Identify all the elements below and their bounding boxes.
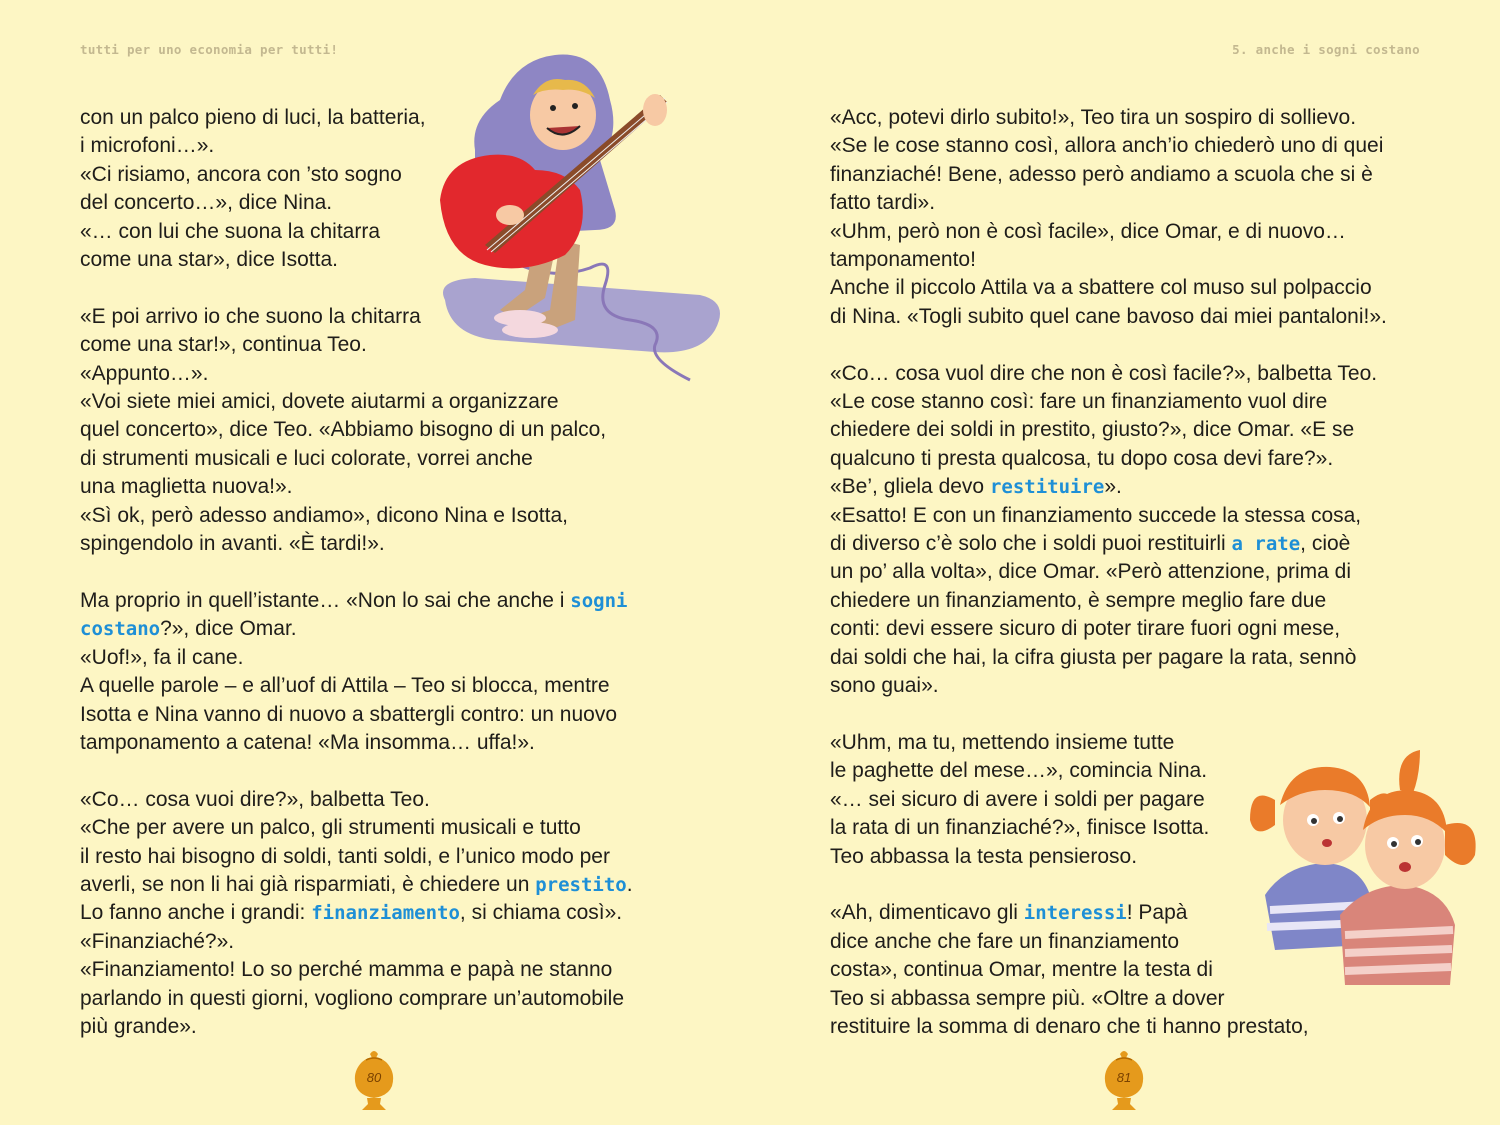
text-line [80, 871, 720, 899]
text-line [830, 189, 1470, 217]
text-line [830, 104, 1470, 132]
text-line [830, 587, 1470, 615]
text-segment: conti: devi essere sicuro di poter tirare fuori ogni mese, [830, 617, 1341, 641]
text-line [80, 587, 720, 615]
text-segment: «Be’, gliela devo [830, 475, 990, 499]
page-number-left: 80 [366, 1070, 382, 1085]
text-line [830, 473, 1470, 501]
text-line [80, 303, 720, 331]
text-segment: «Uhm, però non è così facile», dice Omar, e di nuovo… [830, 219, 1346, 243]
text-line [830, 814, 1470, 842]
text-segment: ». [1104, 475, 1122, 499]
text-segment: parlando in questi giorni, vogliono comprare un’automobile [80, 986, 625, 1010]
text-segment: sono guai». [830, 674, 939, 698]
text-line [830, 274, 1470, 302]
text-segment: con un palco pieno di luci, la batteria, [80, 106, 426, 129]
text-segment: il resto hai bisogno di soldi, tanti soldi, e l’unico modo per [80, 844, 610, 868]
text-line [80, 104, 720, 132]
text-segment: Isotta e Nina vanno di nuovo a sbattergli contro: un nuovo [80, 702, 618, 726]
text-segment: quel concerto», dice Teo. «Abbiamo bisogno di un palco, [80, 418, 607, 442]
text-line [80, 644, 720, 672]
text-segment: più grande». [80, 1014, 197, 1038]
paragraph-gap [80, 274, 720, 302]
text-line [830, 445, 1470, 473]
text-segment: «Finanziamento! Lo so perché mamma e papà ne stanno [80, 958, 613, 982]
keyword-term: costano [80, 618, 161, 641]
text-segment: «Co… cosa vuoi dire?», balbetta Teo. [80, 787, 430, 811]
text-segment: dice anche che fare un finanziamento [830, 929, 1180, 953]
keyword-term: sogni [570, 589, 628, 612]
paragraph-gap [80, 558, 720, 586]
text-segment: la rata di un finanziaché?», finisce Isotta. [830, 816, 1210, 840]
text-line [830, 530, 1470, 558]
text-line [80, 615, 720, 643]
text-segment: Teo abbassa la testa pensieroso. [830, 844, 1138, 868]
text-line [80, 331, 720, 359]
text-line [80, 928, 720, 956]
text-segment: averli, se non li hai già risparmiati, è chiedere un [80, 872, 536, 896]
text-segment: «Appunto…». [80, 361, 209, 385]
text-segment: qualcuno ti presta qualcosa, tu dopo cosa devi fare?». [830, 446, 1334, 470]
text-line [80, 1013, 720, 1041]
text-segment: «Se le cose stanno così, allora anch’io chiederò uno di quei [830, 134, 1384, 158]
text-line [830, 502, 1470, 530]
text-line [80, 985, 720, 1013]
text-line [80, 729, 720, 757]
text-segment: una maglietta nuova!». [80, 475, 293, 499]
text-line [830, 615, 1470, 643]
text-line [80, 445, 720, 473]
text-segment: un po’ alla volta», dice Omar. «Però attenzione, prima di [830, 560, 1352, 584]
text-segment: fatto tardi». [830, 191, 936, 215]
text-segment: «Esatto! E con un finanziamento succede la stessa cosa, [830, 503, 1362, 527]
text-line [80, 161, 720, 189]
text-line [830, 132, 1470, 160]
text-segment: chiedere un finanziamento, è sempre meglio fare due [830, 588, 1327, 612]
keyword-term: finanziamento [311, 902, 460, 925]
paragraph-gap [830, 331, 1470, 359]
text-line [80, 814, 720, 842]
keyword-term: restituire [989, 476, 1105, 499]
text-segment: «Uof!», fa il cane. [80, 645, 244, 669]
text-segment: di Nina. «Togli subito quel cane bavoso dai miei pantaloni!». [830, 304, 1387, 328]
paragraph-gap [830, 701, 1470, 729]
text-line [830, 786, 1470, 814]
text-segment: ?», dice Omar. [160, 617, 297, 641]
text-segment: «Voi siete miei amici, dovete aiutarmi a organizzare [80, 390, 559, 414]
right-body-text [830, 104, 1470, 1041]
text-segment: dai soldi che hai, la cifra giusta per pagare la rata, sennò [830, 645, 1357, 669]
text-line [830, 246, 1470, 274]
keyword-term: interessi [1023, 902, 1127, 925]
page-number-right: 81 [1116, 1070, 1132, 1085]
text-line [830, 644, 1470, 672]
keyword-term: a rate [1231, 533, 1301, 556]
text-segment: «Co… cosa vuol dire che non è così facile?», balbetta Teo. [830, 361, 1378, 385]
text-segment: ! Papà [1126, 901, 1188, 925]
text-segment: Teo si abbassa sempre più. «Oltre a dover [830, 986, 1225, 1010]
text-segment: . [626, 872, 633, 896]
text-line [830, 729, 1470, 757]
text-segment: «… con lui che suona la chitarra [80, 219, 380, 243]
text-segment: «Ci risiamo, ancora con ’sto sogno [80, 162, 402, 186]
text-segment: «Sì ok, però adesso andiamo», dicono Nina e Isotta, [80, 503, 568, 527]
text-segment: finanziaché! Bene, adesso però andiamo a scuola che si è [830, 162, 1373, 186]
running-head-right: 5. anche i sogni costano [1232, 42, 1420, 57]
text-line [830, 928, 1470, 956]
text-segment: A quelle parole – e all’uof di Attila – Teo si blocca, mentre [80, 674, 610, 698]
text-segment: Lo fanno anche i grandi: [80, 901, 312, 925]
text-segment: «Le cose stanno così: fare un finanziamento vuol dire [830, 390, 1328, 414]
text-line [830, 303, 1470, 331]
text-segment: del concerto…», dice Nina. [80, 191, 333, 215]
text-segment: i microfoni…». [80, 134, 215, 158]
text-line [80, 416, 720, 444]
paragraph-gap [80, 757, 720, 785]
text-segment: costa», continua Omar, mentre la testa di [830, 958, 1213, 982]
text-segment: «Finanziaché?». [80, 929, 235, 953]
text-line [830, 672, 1470, 700]
text-segment: di strumenti musicali e luci colorate, vorrei anche [80, 446, 533, 470]
text-segment: di diverso c’è solo che i soldi puoi restituirli [830, 532, 1232, 556]
text-segment: Anche il piccolo Attila va a sbattere col muso sul polpaccio [830, 276, 1372, 300]
text-line [830, 985, 1470, 1013]
text-line [830, 1013, 1470, 1041]
text-line [80, 473, 720, 501]
paragraph-gap [830, 871, 1470, 899]
text-line [830, 956, 1470, 984]
text-segment: tamponamento! [830, 248, 976, 272]
text-segment: «Uhm, ma tu, mettendo insieme tutte [830, 730, 1175, 754]
text-line [830, 218, 1470, 246]
text-segment: «Ah, dimenticavo gli [830, 901, 1024, 925]
keyword-term: prestito [535, 873, 627, 896]
text-line [830, 757, 1470, 785]
right-page [750, 0, 1500, 1125]
text-line [830, 388, 1470, 416]
text-line [80, 218, 720, 246]
text-line [80, 843, 720, 871]
text-line [830, 416, 1470, 444]
page-number-badge-right [1102, 1048, 1146, 1114]
text-line [80, 246, 720, 274]
text-segment: «E poi arrivo io che suono la chitarra [80, 304, 421, 328]
text-line [80, 189, 720, 217]
text-segment: spingendolo in avanti. «È tardi!». [80, 532, 385, 556]
text-segment: , cioè [1300, 532, 1351, 556]
text-line [80, 701, 720, 729]
text-segment: come una star», dice Isotta. [80, 248, 338, 272]
text-segment: come una star!», continua Teo. [80, 333, 367, 357]
text-segment: «… sei sicuro di avere i soldi per pagare [830, 787, 1205, 811]
text-segment: Ma proprio in quell’istante… «Non lo sai che anche i [80, 588, 571, 612]
text-segment: le paghette del mese…», comincia Nina. [830, 759, 1208, 783]
text-line [80, 388, 720, 416]
text-segment: «Acc, potevi dirlo subito!», Teo tira un sospiro di sollievo. [830, 106, 1357, 129]
text-line [830, 558, 1470, 586]
text-line [80, 530, 720, 558]
page-number-badge-left [352, 1048, 396, 1114]
text-line [830, 360, 1470, 388]
left-body-text [80, 104, 720, 1041]
text-line [80, 956, 720, 984]
text-line [830, 161, 1470, 189]
text-line [80, 672, 720, 700]
text-segment: tamponamento a catena! «Ma insomma… uffa!». [80, 730, 535, 754]
text-segment: restituire la somma di denaro che ti hanno prestato, [830, 1014, 1309, 1038]
text-line [80, 786, 720, 814]
text-line [80, 502, 720, 530]
text-segment: , si chiama così». [459, 901, 623, 925]
text-line [80, 132, 720, 160]
running-head-left: tutti per uno economia per tutti! [80, 42, 339, 57]
text-line [830, 843, 1470, 871]
text-segment: «Che per avere un palco, gli strumenti musicali e tutto [80, 816, 581, 840]
text-line [830, 899, 1470, 927]
text-line [80, 899, 720, 927]
text-line [80, 360, 720, 388]
text-segment: chiedere dei soldi in prestito, giusto?», dice Omar. «E se [830, 418, 1355, 442]
